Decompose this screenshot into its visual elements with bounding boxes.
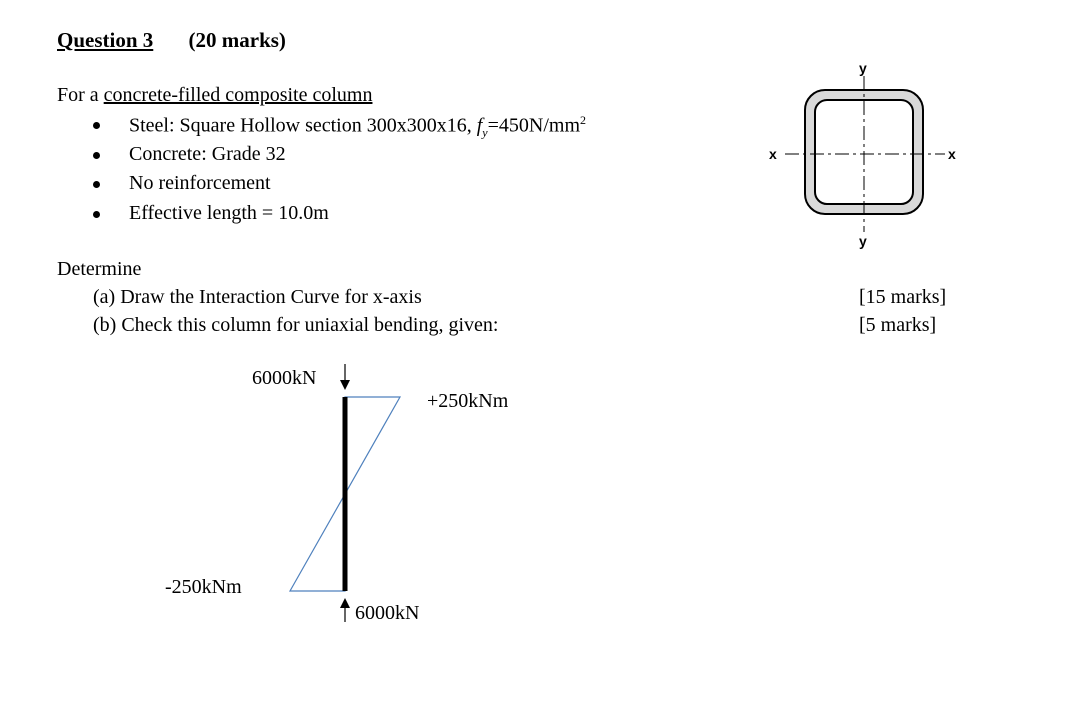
bullet-dot [93, 181, 100, 188]
part-a: (a) Draw the Interaction Curve for x-axis [93, 286, 422, 308]
question-title [57, 28, 286, 53]
y-axis-label-bottom: y [859, 233, 867, 249]
fy-symbol: f [476, 114, 483, 137]
top-moment-label: +250kNm [427, 390, 509, 412]
bottom-load-arrowhead [340, 598, 350, 608]
section-figure [760, 60, 960, 260]
intro-prefix: For a [57, 84, 104, 106]
bullet-dot [93, 211, 100, 218]
fy-subscript: y [482, 125, 488, 140]
bullet-reinforcement: No reinforcement [129, 172, 271, 194]
bullet-dot [93, 152, 100, 159]
x-axis-label-left: x [769, 146, 777, 162]
y-axis-label-top: y [859, 60, 867, 76]
bullet-dot [93, 122, 100, 129]
steel-text: Steel: Square Hollow section 300x300x16, [129, 114, 477, 137]
bullet-concrete: Concrete: Grade 32 [129, 143, 286, 165]
marks-a: [15 marks] [859, 286, 947, 308]
marks-b: [5 marks] [859, 314, 937, 336]
determine-label: Determine [57, 258, 142, 280]
question-number: Question 3 [57, 28, 154, 52]
bottom-load-label: 6000kN [355, 602, 420, 624]
intro-line [57, 84, 372, 107]
bottom-moment-label: -250kNm [165, 576, 242, 598]
bullet-effective-length: Effective length = 10.0m [129, 202, 329, 224]
intro-underlined: concrete-filled composite column [103, 84, 373, 106]
question-marks: (20 marks) [188, 28, 286, 52]
fy-value: =450N/mm [487, 114, 581, 137]
top-load-arrowhead [340, 380, 350, 390]
fy-superscript: 2 [580, 113, 587, 127]
bullet-steel [129, 113, 586, 141]
x-axis-label-right: x [948, 146, 956, 162]
part-b: (b) Check this column for uniaxial bending, given: [93, 314, 499, 336]
top-load-label: 6000kN [252, 367, 317, 389]
